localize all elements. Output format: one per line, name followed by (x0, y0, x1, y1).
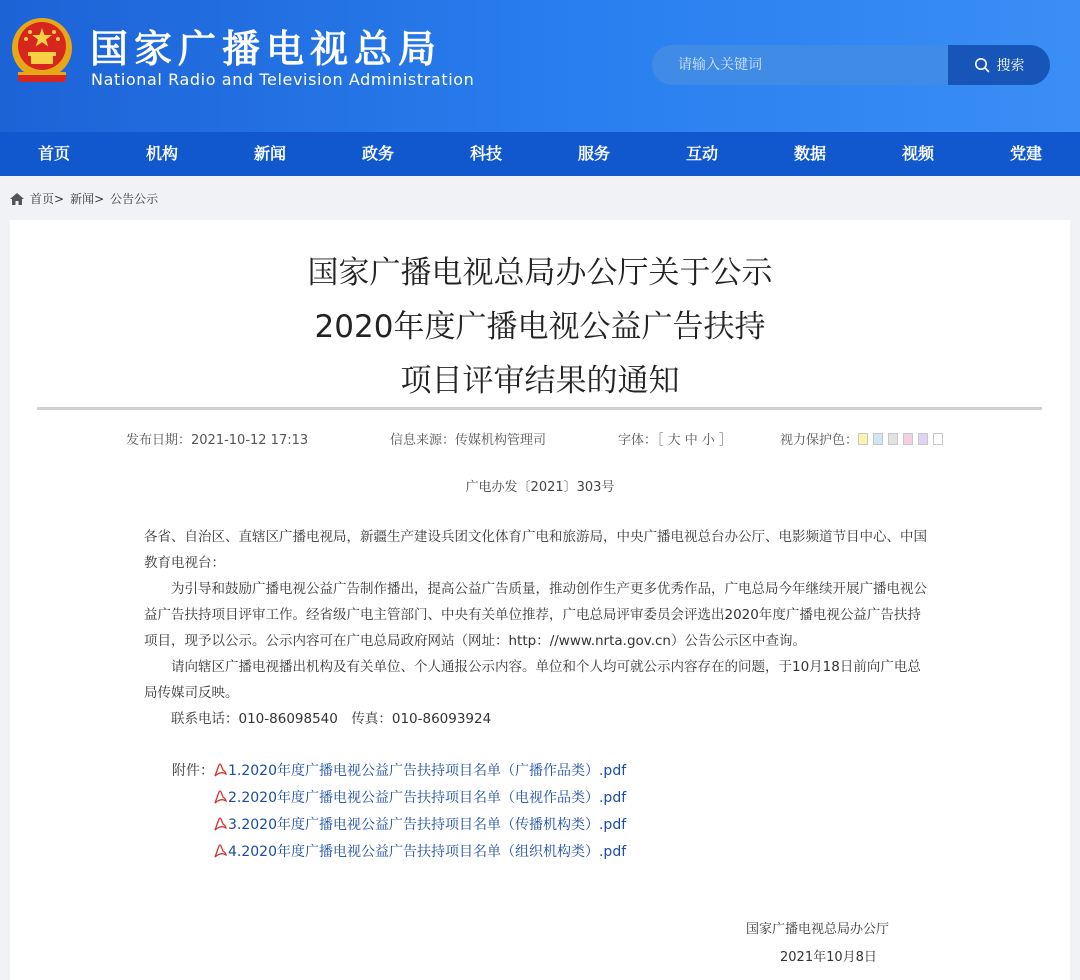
body-paragraph: 为引导和鼓励广播电视公益广告制作播出，提高公益广告质量，推动创作生产更多优秀作品，广电总局今年继续开展广播电视公益广告扶持项目评审工作。经省级广电主管部门、中央有关单位推荐，广电总局评审委员会评选出2020年度广播电视公益广告扶持项目，现予以公示。公示内容可在广电总局政府网站（网址：http：//www.nrta.gov.cn）公告公示区中查询。 (144, 581, 927, 649)
search-input[interactable] (652, 45, 948, 85)
article-title-line: 项目评审结果的通知 (400, 363, 680, 399)
article-title (10, 246, 1070, 408)
pdf-icon (214, 844, 227, 858)
nav-item-data[interactable]: 数据 (793, 144, 826, 163)
breadcrumb-current[interactable]: 公告公示 (110, 192, 159, 206)
breadcrumb-home[interactable]: 首页> (30, 192, 65, 206)
attachment-link-text[interactable]: 4.2020年度广播电视公益广告扶持项目名单（组织机构类）.pdf (228, 844, 627, 860)
nav-item-technology[interactable]: 科技 (469, 144, 502, 163)
nav-item-organization[interactable]: 机构 (145, 144, 178, 163)
breadcrumb-news[interactable]: 新闻> (70, 192, 105, 206)
article-title-line: 2020年度广播电视公益广告扶持 (314, 309, 766, 345)
contact-info: 联系电话：010-86098540 传真：010-86093924 (171, 711, 492, 727)
eye-care-color-purple[interactable] (918, 433, 928, 445)
search-button[interactable] (948, 45, 1050, 85)
main-nav (0, 132, 1080, 176)
nav-item-government-affairs[interactable]: 政务 (361, 144, 394, 163)
home-icon (10, 193, 24, 205)
attachment-link-text[interactable]: 2.2020年度广播电视公益广告扶持项目名单（电视作品类）.pdf (228, 790, 627, 806)
search-icon (974, 57, 990, 73)
pdf-icon (214, 763, 227, 777)
eye-care-color-yellow[interactable] (858, 433, 868, 445)
pdf-icon (214, 790, 227, 804)
search-bar (652, 45, 1050, 85)
site-header (0, 0, 1080, 132)
attachments-label: 附件： (172, 763, 214, 779)
eye-care-selector (780, 429, 948, 448)
signature-date: 2021年10月8日 (780, 950, 877, 965)
attachment-link-text[interactable]: 3.2020年度广播电视公益广告扶持项目名单（传播机构类）.pdf (228, 817, 627, 833)
nav-item-home[interactable]: 首页 (37, 144, 70, 163)
nav-item-party-building[interactable]: 党建 (1009, 144, 1042, 163)
site-title: 国家广播电视总局 (90, 27, 443, 71)
body-paragraph: 请向辖区广播电视播出机构及有关单位、个人通报公示内容。单位和个人均可就公示内容存在的问题，于10月18日前向广电总局传媒司反映。 (144, 659, 921, 701)
article-title-line: 国家广播电视总局办公厅关于公示 (307, 255, 773, 291)
eye-care-color-white[interactable] (933, 433, 943, 445)
attachment-link[interactable] (214, 814, 626, 834)
nav-item-services[interactable]: 服务 (577, 144, 610, 163)
eye-care-color-blue[interactable] (873, 433, 883, 445)
body-paragraph: 各省、自治区、直辖区广播电视局，新疆生产建设兵团文化体育广电和旅游局，中央广播电视总台办公厅、电影频道节目中心、中国教育电视台： (144, 529, 927, 571)
nav-item-interaction[interactable]: 互动 (685, 144, 718, 163)
attachment-link[interactable] (214, 841, 626, 861)
info-source: 信息来源：传媒机构管理司 (390, 433, 547, 448)
article-panel (10, 220, 1070, 980)
eye-care-label: 视力保护色： (780, 433, 859, 448)
attachment-link-text[interactable]: 1.2020年度广播电视公益广告扶持项目名单（广播作品类）.pdf (228, 763, 627, 779)
attachment-link[interactable] (214, 787, 626, 807)
font-size-selector[interactable]: 字体：［ 大 中 小 ］ (618, 433, 733, 448)
national-emblem-icon (10, 18, 74, 86)
nav-item-video[interactable]: 视频 (901, 144, 934, 163)
document-number: 广电办发〔2021〕303号 (465, 480, 615, 495)
breadcrumb (10, 190, 158, 207)
search-button-label: 搜索 (996, 58, 1025, 74)
publish-date: 发布日期：2021-10-12 17:13 (126, 433, 309, 448)
eye-care-color-gray[interactable] (888, 433, 898, 445)
signature-org: 国家广播电视总局办公厅 (746, 922, 890, 937)
title-divider (37, 407, 1042, 410)
eye-care-color-pink[interactable] (903, 433, 913, 445)
nav-item-news[interactable]: 新闻 (253, 144, 286, 163)
attachment-link[interactable] (214, 760, 626, 780)
article-body (144, 524, 934, 732)
pdf-icon (214, 817, 227, 831)
site-subtitle-en: National Radio and Television Administration (91, 70, 475, 89)
